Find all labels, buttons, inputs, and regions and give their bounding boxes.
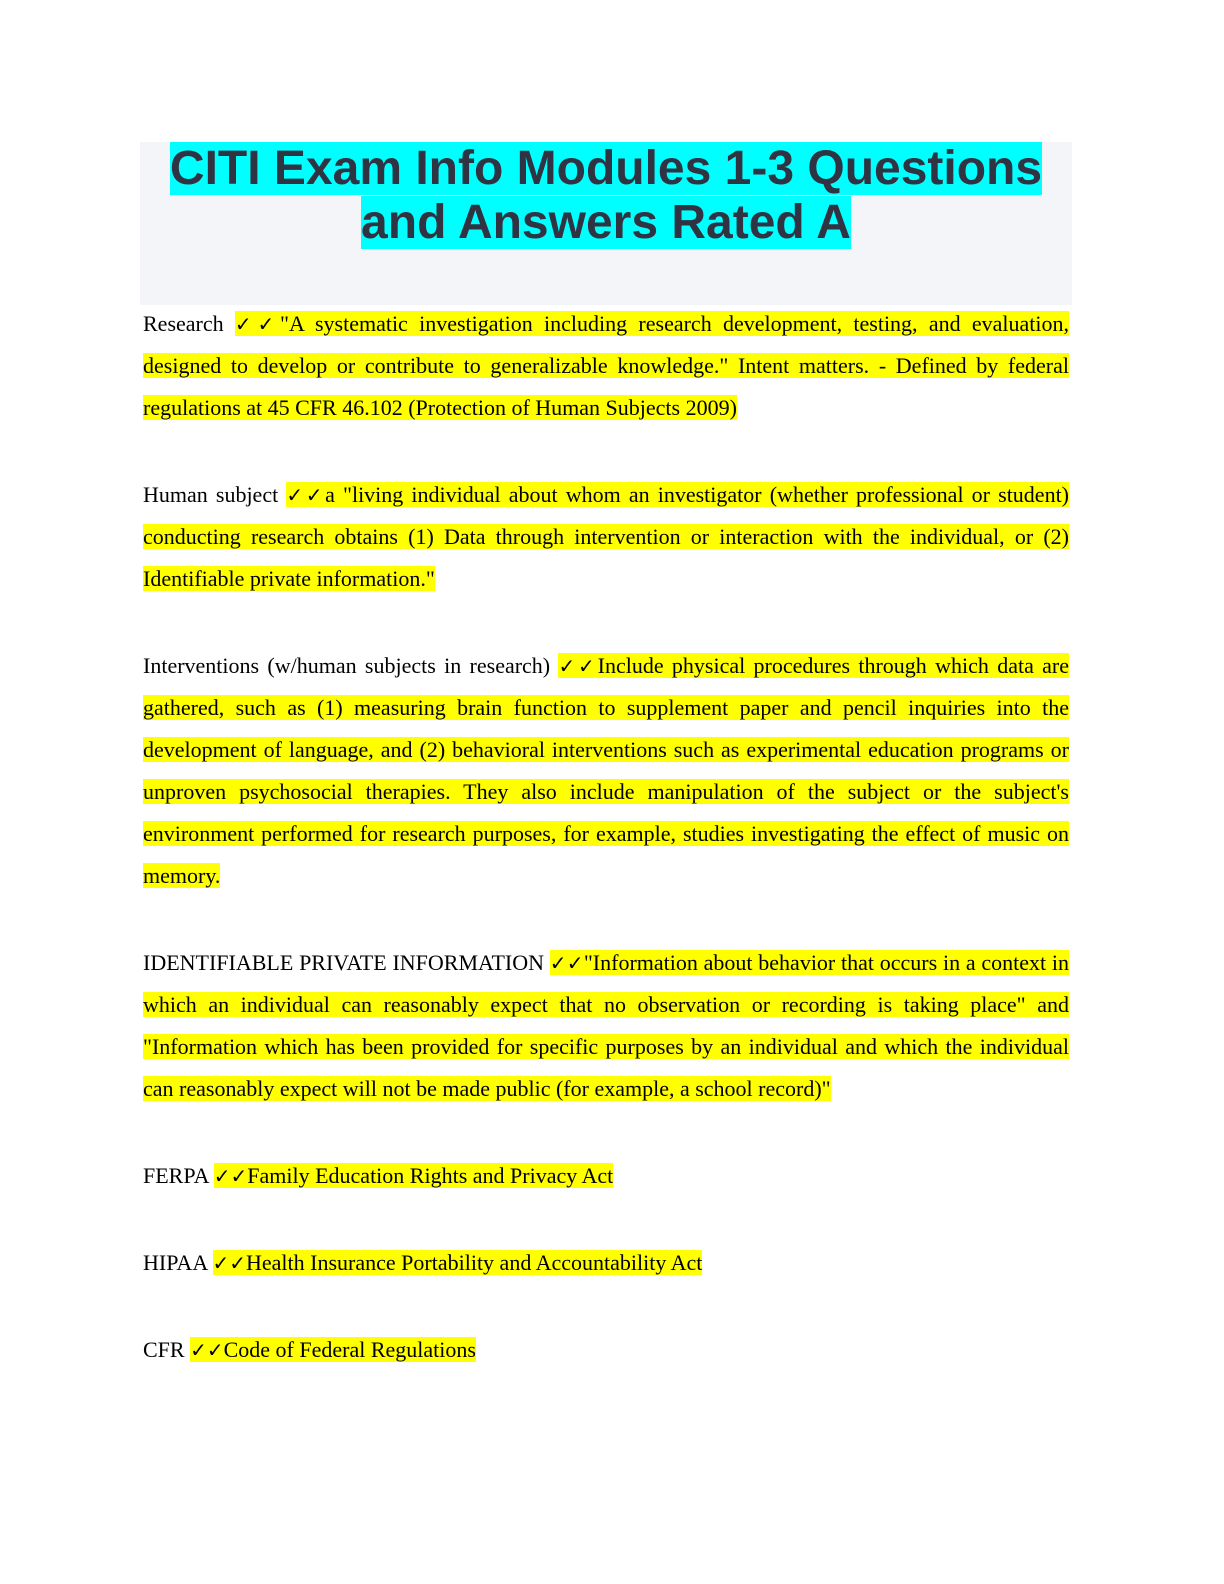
qa-entry [143,1329,1069,1371]
double-check-icon: ✓✓ [286,483,326,507]
title-text: CITI Exam Info Modules 1-3 Questions and Answers Rated A [169,142,1043,249]
qa-list [143,303,1069,1416]
answer: Health Insurance Portability and Accountability Act [246,1250,703,1275]
answer: Code of Federal Regulations [223,1337,476,1362]
qa-entry [143,1242,1069,1284]
double-check-icon: ✓✓ [213,1164,248,1188]
title-banner [140,142,1072,305]
double-check-icon: ✓✓ [549,951,584,975]
term: Research [143,311,224,336]
term: Interventions (w/human subjects in research) [143,653,551,678]
term: HIPAA [143,1250,207,1275]
document-title [140,142,1072,250]
qa-entry [143,474,1069,600]
answer: Include physical procedures through which data are gathered, such as (1) measuring brain function to supplement paper and pencil inquiries into the development of language, and (2) behavioral interventions such as experimental education programs or unproven psychosocial therapies. They also include manipulation of the subject or the subject's environment performed for research purposes, for example, studies investigating the effect of music on memory. [143,653,1070,888]
answer: "Information about behavior that occurs in a context in which an individual can reasonably expect that no observation or recording is taking place" and "Information which has been provided for specific purposes by an individual and which the individual can reasonably expect will not be made public (for example, a school record)" [143,950,1069,1101]
double-check-icon: ✓✓ [190,1338,224,1362]
double-check-icon: ✓✓ [212,1251,247,1275]
answer: Family Education Rights and Privacy Act [247,1163,614,1188]
term: Human subject [143,482,279,507]
term: IDENTIFIABLE PRIVATE INFORMATION [143,950,545,975]
qa-entry [143,645,1069,897]
term: FERPA [143,1163,209,1188]
qa-entry [143,1155,1069,1197]
double-check-icon: ✓✓ [558,654,598,678]
qa-entry [143,303,1069,429]
term: CFR [143,1337,185,1362]
qa-entry [143,942,1069,1110]
answer: a "living individual about whom an investigator (whether professional or student) conducting research obtains (1) Data through intervention or interaction with the individual, or (2) Identifiable private information." [143,482,1070,591]
answer: "A systematic investigation including research development, testing, and evaluation, designed to develop or contribute to generalizable knowledge." Intent matters. - Defined by federal regulations at 45 CFR 46.102 (Protection of Human Subjects 2009) [143,311,1070,420]
double-check-icon: ✓✓ [234,312,281,336]
